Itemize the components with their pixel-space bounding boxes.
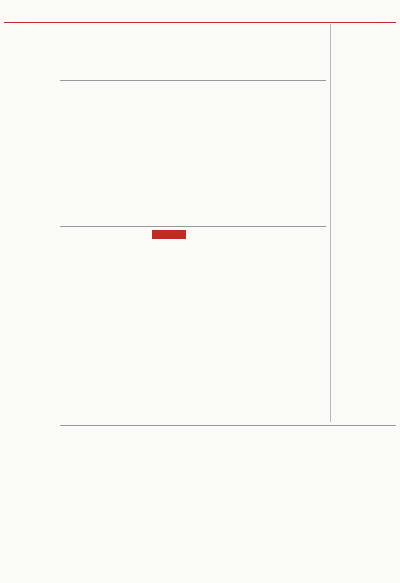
article1-column [154,84,198,222]
article2-column [274,266,326,422]
section-tag [152,230,186,239]
column-divider [330,24,331,422]
masthead-rule [4,22,396,23]
masthead [4,2,396,24]
article1-column [107,84,151,222]
article3-column [326,460,396,580]
article1-rule [60,80,326,81]
page-number [220,3,244,21]
article1-column [248,84,286,222]
article3-column [124,460,184,580]
article1-column [60,84,104,222]
article1-column [289,84,327,222]
article2-column [219,266,271,422]
section-divider [60,425,396,426]
article2-column [113,266,163,422]
article3-column [188,460,252,580]
vertical-headline [336,24,370,174]
section-divider [60,226,326,227]
article3-column [60,460,120,580]
article2-column [60,266,110,422]
article1-column [201,84,245,222]
article3-column [256,460,322,580]
masthead-brand [154,2,214,20]
article2-column [166,266,216,422]
